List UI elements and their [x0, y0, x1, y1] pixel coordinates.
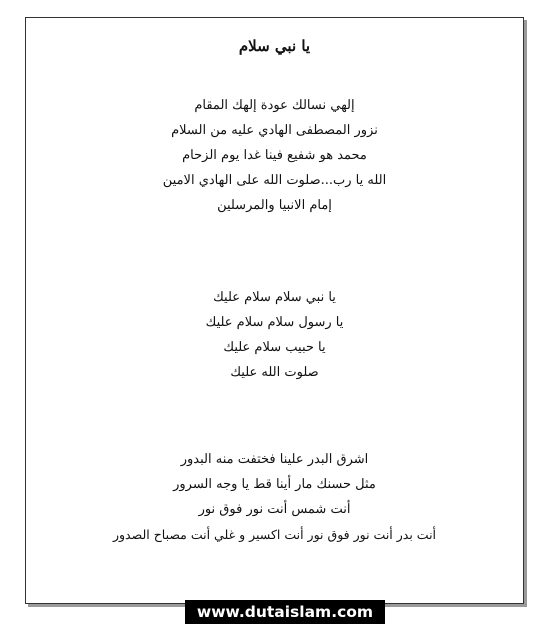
lyric-line: أنت بدر أنت نور فوق نور أنت اكسير و غلي أنت مصباح الصدور	[112, 527, 437, 542]
lyric-line: إلهي نسالك عودة إلهك المقام	[194, 98, 355, 113]
stanza-3	[26, 447, 523, 547]
lyric-line: اشرق البدر علينا فختفت منه البدور	[180, 452, 369, 467]
lyric-line: الله يا رب...صلوت الله على الهادي الامين	[162, 173, 387, 188]
stanza-2-chorus	[26, 285, 523, 385]
lyric-line: محمد هو شفيع فينا غدا يوم الزحام	[182, 148, 367, 163]
lyric-line: إمام الانبيا والمرسلين	[217, 198, 332, 213]
lyric-line: صلوت الله عليك	[230, 365, 319, 380]
lyric-line: يا رسول سلام سلام عليك	[205, 315, 344, 330]
stanza-1	[26, 93, 523, 218]
lyric-line: أنت شمس أنت نور فوق نور	[198, 502, 351, 517]
page-title: يا نبي سلام	[238, 37, 311, 55]
website-watermark: www.dutaislam.com	[185, 600, 385, 624]
lyric-line: مثل حسنك مار أينا قط يا وجه السرور	[173, 477, 376, 492]
lyrics-frame	[25, 17, 524, 604]
lyric-line: يا نبي سلام سلام عليك	[213, 290, 336, 305]
lyric-line: نزور المصطفى الهادي عليه من السلام	[171, 123, 378, 138]
lyric-line: يا حبيب سلام عليك	[223, 340, 326, 355]
